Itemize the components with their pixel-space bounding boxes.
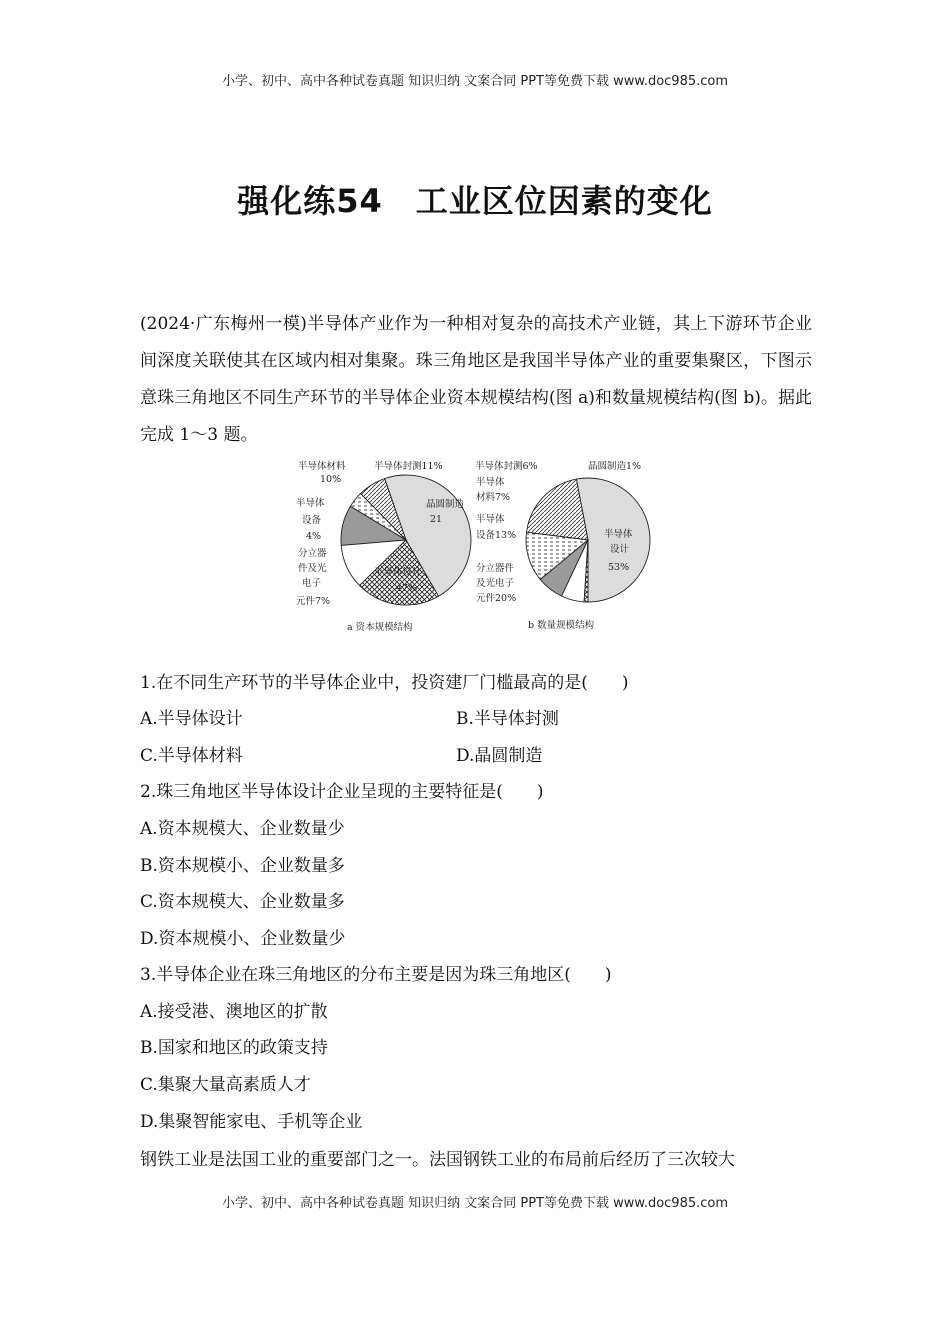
question-1-option-b: B.半导体封测 xyxy=(456,709,559,729)
question-1-option-a: A.半导体设计 xyxy=(140,709,243,729)
question-2-option-d: D.资本规模小、企业数量少 xyxy=(140,929,346,949)
question-1-option-c: C.半导体材料 xyxy=(140,746,243,766)
label-b-discrete-value: 元件20% xyxy=(476,593,517,604)
question-3-option-a: A.接受港、澳地区的扩散 xyxy=(140,1002,328,1022)
label-b-equipment-l1: 半导体 xyxy=(476,514,505,525)
label-a-design: 半导体设计 xyxy=(374,567,422,578)
label-a-discrete-value: 元件7% xyxy=(296,596,331,607)
question-2-stem: 2.珠三角地区半导体设计企业呈现的主要特征是( ) xyxy=(140,782,544,802)
pie-chart-b xyxy=(526,478,650,602)
pie-chart-figure xyxy=(292,452,662,637)
label-b-equipment-value: 设备13% xyxy=(476,530,517,541)
label-a-discrete-l2: 件及光 xyxy=(298,563,327,574)
label-b-design-l1: 半导体 xyxy=(604,529,633,540)
label-a-equipment-l2: 设备 xyxy=(302,515,322,526)
page-footer: 小学、初中、高中各种试卷真题 知识归纳 文案合同 PPT等免费下载 www.doc985.com xyxy=(221,1196,729,1211)
label-a-wafer: 晶圆制造 xyxy=(426,499,465,510)
page-title: 强化练54 工业区位因素的变化 xyxy=(237,182,713,220)
page-header: 小学、初中、高中各种试卷真题 知识归纳 文案合同 PPT等免费下载 www.doc985.com xyxy=(221,74,729,89)
label-b-discrete-l1: 分立器件 xyxy=(476,563,515,574)
question-2-option-b: B.资本规模小、企业数量多 xyxy=(140,856,345,876)
label-b-packaging: 半导体封测6% xyxy=(475,461,538,472)
label-b-discrete-l2: 及光电子 xyxy=(476,578,515,589)
label-a-design-value: 47% xyxy=(396,583,418,594)
question-2-option-a: A.资本规模大、企业数量少 xyxy=(140,819,345,839)
question-1-option-d: D.晶圆制造 xyxy=(456,746,543,766)
label-b-design-value: 53% xyxy=(608,562,630,573)
label-a-material: 半导体材料 xyxy=(298,461,346,472)
label-a-discrete-l1: 分立器 xyxy=(298,548,327,559)
label-a-discrete-l3: 电子 xyxy=(302,578,322,589)
question-3-stem: 3.半导体企业在珠三角地区的分布主要是因为珠三角地区( ) xyxy=(140,965,612,985)
question-1-stem: 1.在不同生产环节的半导体企业中，投资建厂门槛最高的是( ) xyxy=(140,673,629,693)
label-a-equipment-value: 4% xyxy=(306,531,322,542)
chart-a-title: a 资本规模结构 xyxy=(347,622,413,633)
question-3-option-b: B.国家和地区的政策支持 xyxy=(140,1038,328,1058)
chart-b-title: b 数量规模结构 xyxy=(528,620,595,631)
question-3-option-c: C.集聚大量高素质人才 xyxy=(140,1075,311,1095)
label-b-wafer: 晶圆制造1% xyxy=(588,461,642,472)
question-2-option-c: C.资本规模大、企业数量多 xyxy=(140,892,345,912)
intro-paragraph: (2024·广东梅州一模)半导体产业作为一种相对复杂的高技术产业链，其上下游环节企业间深度关联使其在区域内相对集聚。珠三角地区是我国半导体产业的重要集聚区，下图示意珠三角地区不同生产环节的半导体企业资本规模结构(图 a)和数量规模结构(图 b)。据此完成 1～3 题。 xyxy=(140,314,812,445)
label-a-wafer-value: 21 xyxy=(430,514,443,525)
closing-paragraph: 钢铁工业是法国工业的重要部门之一。法国钢铁工业的布局前后经历了三次较大 xyxy=(140,1150,735,1170)
label-a-packaging: 半导体封测11% xyxy=(374,461,443,472)
question-3-option-d: D.集聚智能家电、手机等企业 xyxy=(140,1112,363,1132)
label-b-material-l1: 半导体 xyxy=(476,477,505,488)
label-b-design-l2: 设计 xyxy=(610,544,630,555)
label-a-material-value: 10% xyxy=(320,474,342,485)
label-a-equipment-l1: 半导体 xyxy=(296,498,325,509)
label-b-material-value: 材料7% xyxy=(476,492,511,503)
